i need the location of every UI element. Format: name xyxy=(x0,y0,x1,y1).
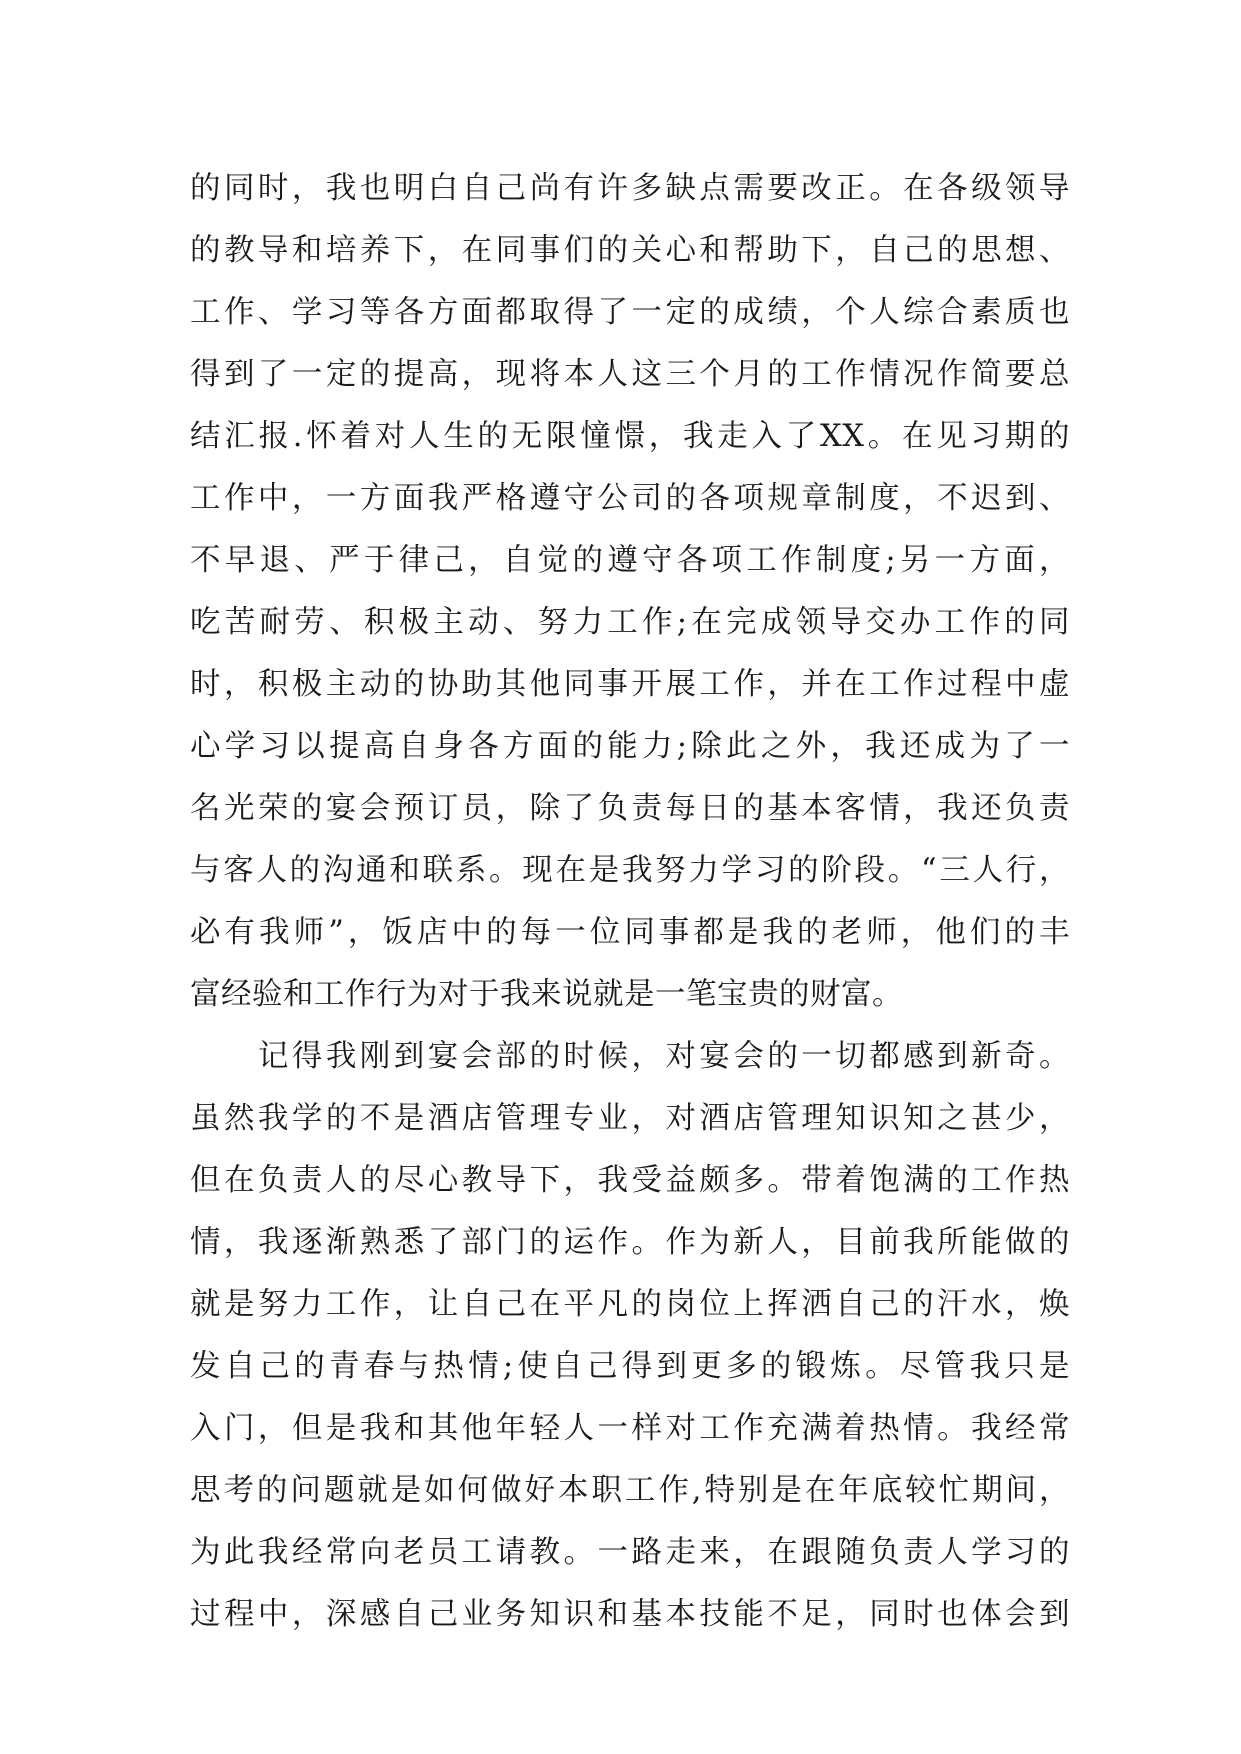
text-line: 虽然我学的不是酒店管理专业，对酒店管理知识知之甚少， xyxy=(190,1101,1070,1136)
text-line: 心学习以提高自身各方面的能力;除此之外，我还成为了一 xyxy=(190,729,1070,764)
text-line: 过程中，深感自己业务知识和基本技能不足，同时也体会到 xyxy=(190,1597,1070,1632)
text-line: 为此我经常向老员工请教。一路走来，在跟随负责人学习的 xyxy=(190,1535,1070,1570)
body-text xyxy=(190,158,1070,1646)
paragraph-1 xyxy=(190,158,1070,1026)
text-line: 名光荣的宴会预订员，除了负责每日的基本客情，我还负责 xyxy=(190,791,1070,826)
text-line: 必有我师”，饭店中的每一位同事都是我的老师，他们的丰 xyxy=(190,915,1070,950)
text-line: 不早退、严于律己，自觉的遵守各项工作制度;另一方面， xyxy=(190,543,1070,578)
text-line: 思考的问题就是如何做好本职工作,特别是在年底较忙期间， xyxy=(190,1473,1070,1508)
text-line: 的同时，我也明白自己尚有许多缺点需要改正。在各级领导 xyxy=(190,171,1070,206)
text-line: 发自己的青春与热情;使自己得到更多的锻炼。尽管我只是 xyxy=(190,1349,1070,1384)
text-line: 工作、学习等各方面都取得了一定的成绩，个人综合素质也 xyxy=(190,295,1070,330)
text-line: 但在负责人的尽心教导下，我受益颇多。带着饱满的工作热 xyxy=(190,1163,1070,1198)
text-line: 就是努力工作，让自己在平凡的岗位上挥洒自己的汗水，焕 xyxy=(190,1287,1070,1322)
text-line: 与客人的沟通和联系。现在是我努力学习的阶段。“三人行， xyxy=(190,853,1070,888)
text-line: 的教导和培养下，在同事们的关心和帮助下，自己的思想、 xyxy=(190,233,1070,268)
text-line: 时，积极主动的协助其他同事开展工作，并在工作过程中虚 xyxy=(190,667,1070,702)
text-line: 入门，但是我和其他年轻人一样对工作充满着热情。我经常 xyxy=(190,1411,1070,1446)
text-line: 得到了一定的提高，现将本人这三个月的工作情况作简要总 xyxy=(190,357,1070,392)
text-line: 情，我逐渐熟悉了部门的运作。作为新人，目前我所能做的 xyxy=(190,1225,1070,1260)
paragraph-2 xyxy=(190,1026,1070,1646)
text-line: 结汇报.怀着对人生的无限憧憬，我走入了XX。在见习期的 xyxy=(190,419,1070,454)
text-line: 记得我刚到宴会部的时候，对宴会的一切都感到新奇。 xyxy=(190,1039,1070,1074)
text-line: 吃苦耐劳、积极主动、努力工作;在完成领导交办工作的同 xyxy=(190,605,1070,640)
text-line: 富经验和工作行为对于我来说就是一笔宝贵的财富。 xyxy=(190,977,903,1012)
text-line: 工作中，一方面我严格遵守公司的各项规章制度，不迟到、 xyxy=(190,481,1070,516)
